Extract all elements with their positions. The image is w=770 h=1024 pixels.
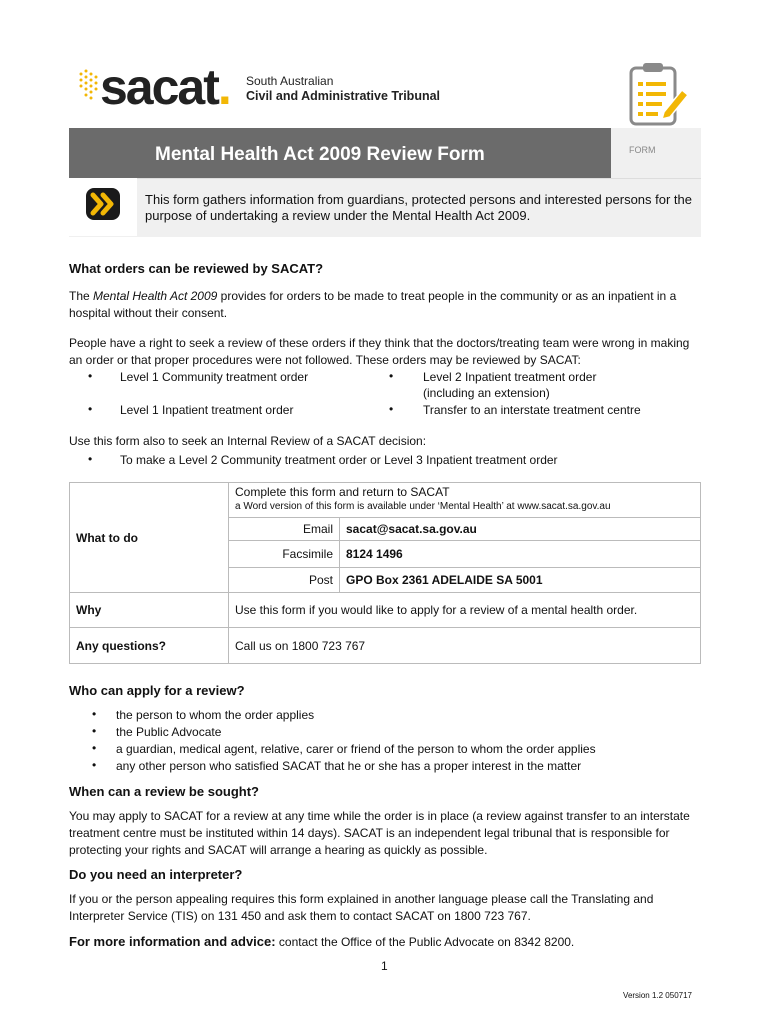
bullet-icon: • — [92, 707, 97, 721]
bullet-icon: • — [92, 741, 97, 755]
who-item-3: a guardian, medical agent, relative, carer or friend of the person to whom the order applies — [116, 742, 596, 756]
complete-form-line: Complete this form and return to SACAT — [235, 485, 450, 499]
bullet-icon: • — [88, 369, 93, 383]
order-item-right-2: Transfer to an interstate treatment centre — [423, 403, 641, 417]
order-item-left-2: Level 1 Inpatient treatment order — [120, 403, 294, 417]
order-item-left-1: Level 1 Community treatment order — [120, 370, 309, 384]
heading-what-orders: What orders can be reviewed by SACAT? — [69, 261, 324, 276]
badge-form-label: FORM — [629, 145, 656, 155]
page-number: 1 — [381, 959, 388, 973]
what-to-do-label: What to do — [70, 483, 229, 593]
order-item-right-1: Level 2 Inpatient treatment order — [423, 370, 597, 384]
title-side-panel — [611, 128, 701, 178]
heading-when-review: When can a review be sought? — [69, 784, 259, 799]
logo-wordmark: sacat. — [100, 59, 230, 115]
post-label: Post — [229, 568, 340, 593]
email-value[interactable]: sacat@sacat.sa.gov.au — [340, 518, 701, 541]
logo-subtitle-line1: South Australian — [246, 74, 334, 88]
chevron-double-right-icon — [86, 188, 120, 220]
interpreter-paragraph: If you or the person appealing requires this form explained in another language please call the Translating and Interpreter Service (TIS) on 131 450 and ask them to contact SACAT on 1800 723 767. — [69, 892, 654, 923]
heading-who-can-apply: Who can apply for a review? — [69, 683, 245, 698]
why-value: Use this form if you would like to apply for a review of a mental health order. — [229, 593, 701, 628]
bullet-icon: • — [92, 758, 97, 772]
fax-label: Facsimile — [229, 541, 340, 568]
bullet-icon: • — [88, 452, 93, 466]
info-table — [69, 482, 701, 664]
word-version-line: a Word version of this form is available under ‘Mental Health’ at www.sacat.sa.gov.au — [235, 501, 611, 512]
email-label: Email — [229, 518, 340, 541]
who-item-2: the Public Advocate — [116, 725, 222, 739]
when-paragraph: You may apply to SACAT for a review at any time while the order is in place (a review against transfer to an interstate treatment centre must be instituted within 14 days). SACAT is an independent legal tribunal that is responsible for protecting your rights and SACAT will arrange a hearing as quickly as possible. — [69, 809, 690, 857]
post-value: GPO Box 2361 ADELAIDE SA 5001 — [340, 568, 701, 593]
bullet-icon: • — [92, 724, 97, 738]
who-item-1: the person to whom the order applies — [116, 708, 315, 722]
logo-dots-icon — [78, 68, 98, 104]
questions-label: Any questions? — [70, 628, 229, 664]
bullet-icon: • — [389, 402, 394, 416]
questions-value: Call us on 1800 723 767 — [229, 628, 701, 664]
orders-paragraph-2: People have a right to seek a review of these orders if they think that the doctors/treating team were wrong in making an order or that proper procedures were not followed. These orders may be reviewed by SACAT: — [69, 336, 690, 367]
bullet-icon: • — [389, 369, 394, 383]
who-item-4: any other person who satisfied SACAT that he or she has a proper interest in the matter — [116, 759, 582, 773]
return-instructions-cell — [229, 483, 701, 518]
orders-paragraph-1: The Mental Health Act 2009 provides for orders to be made to treat people in the community or as an inpatient in a hospital without their consent. — [69, 289, 677, 320]
heading-interpreter: Do you need an interpreter? — [69, 867, 243, 882]
why-label: Why — [70, 593, 229, 628]
version-label: Version 1.2 050717 — [623, 991, 692, 1000]
page-title: Mental Health Act 2009 Review Form — [155, 144, 485, 165]
clipboard-pencil-icon — [628, 62, 690, 128]
intro-text: This form gathers information from guardians, protected persons and interested persons for the purpose of undertaking a review under the Mental Health Act 2009. — [145, 192, 693, 223]
logo-subtitle-line2: Civil and Administrative Tribunal — [246, 89, 441, 103]
order-item-right-1-note: (including an extension) — [423, 386, 550, 400]
bullet-icon: • — [88, 402, 93, 416]
more-info-line: For more information and advice: contact the Office of the Public Advocate on 8342 8200. — [69, 934, 575, 949]
internal-review-item: To make a Level 2 Community treatment order or Level 3 Inpatient treatment order — [120, 453, 558, 467]
orders-paragraph-3: Use this form also to seek an Internal Review of a SACAT decision: — [69, 434, 427, 448]
fax-value: 8124 1496 — [340, 541, 701, 568]
